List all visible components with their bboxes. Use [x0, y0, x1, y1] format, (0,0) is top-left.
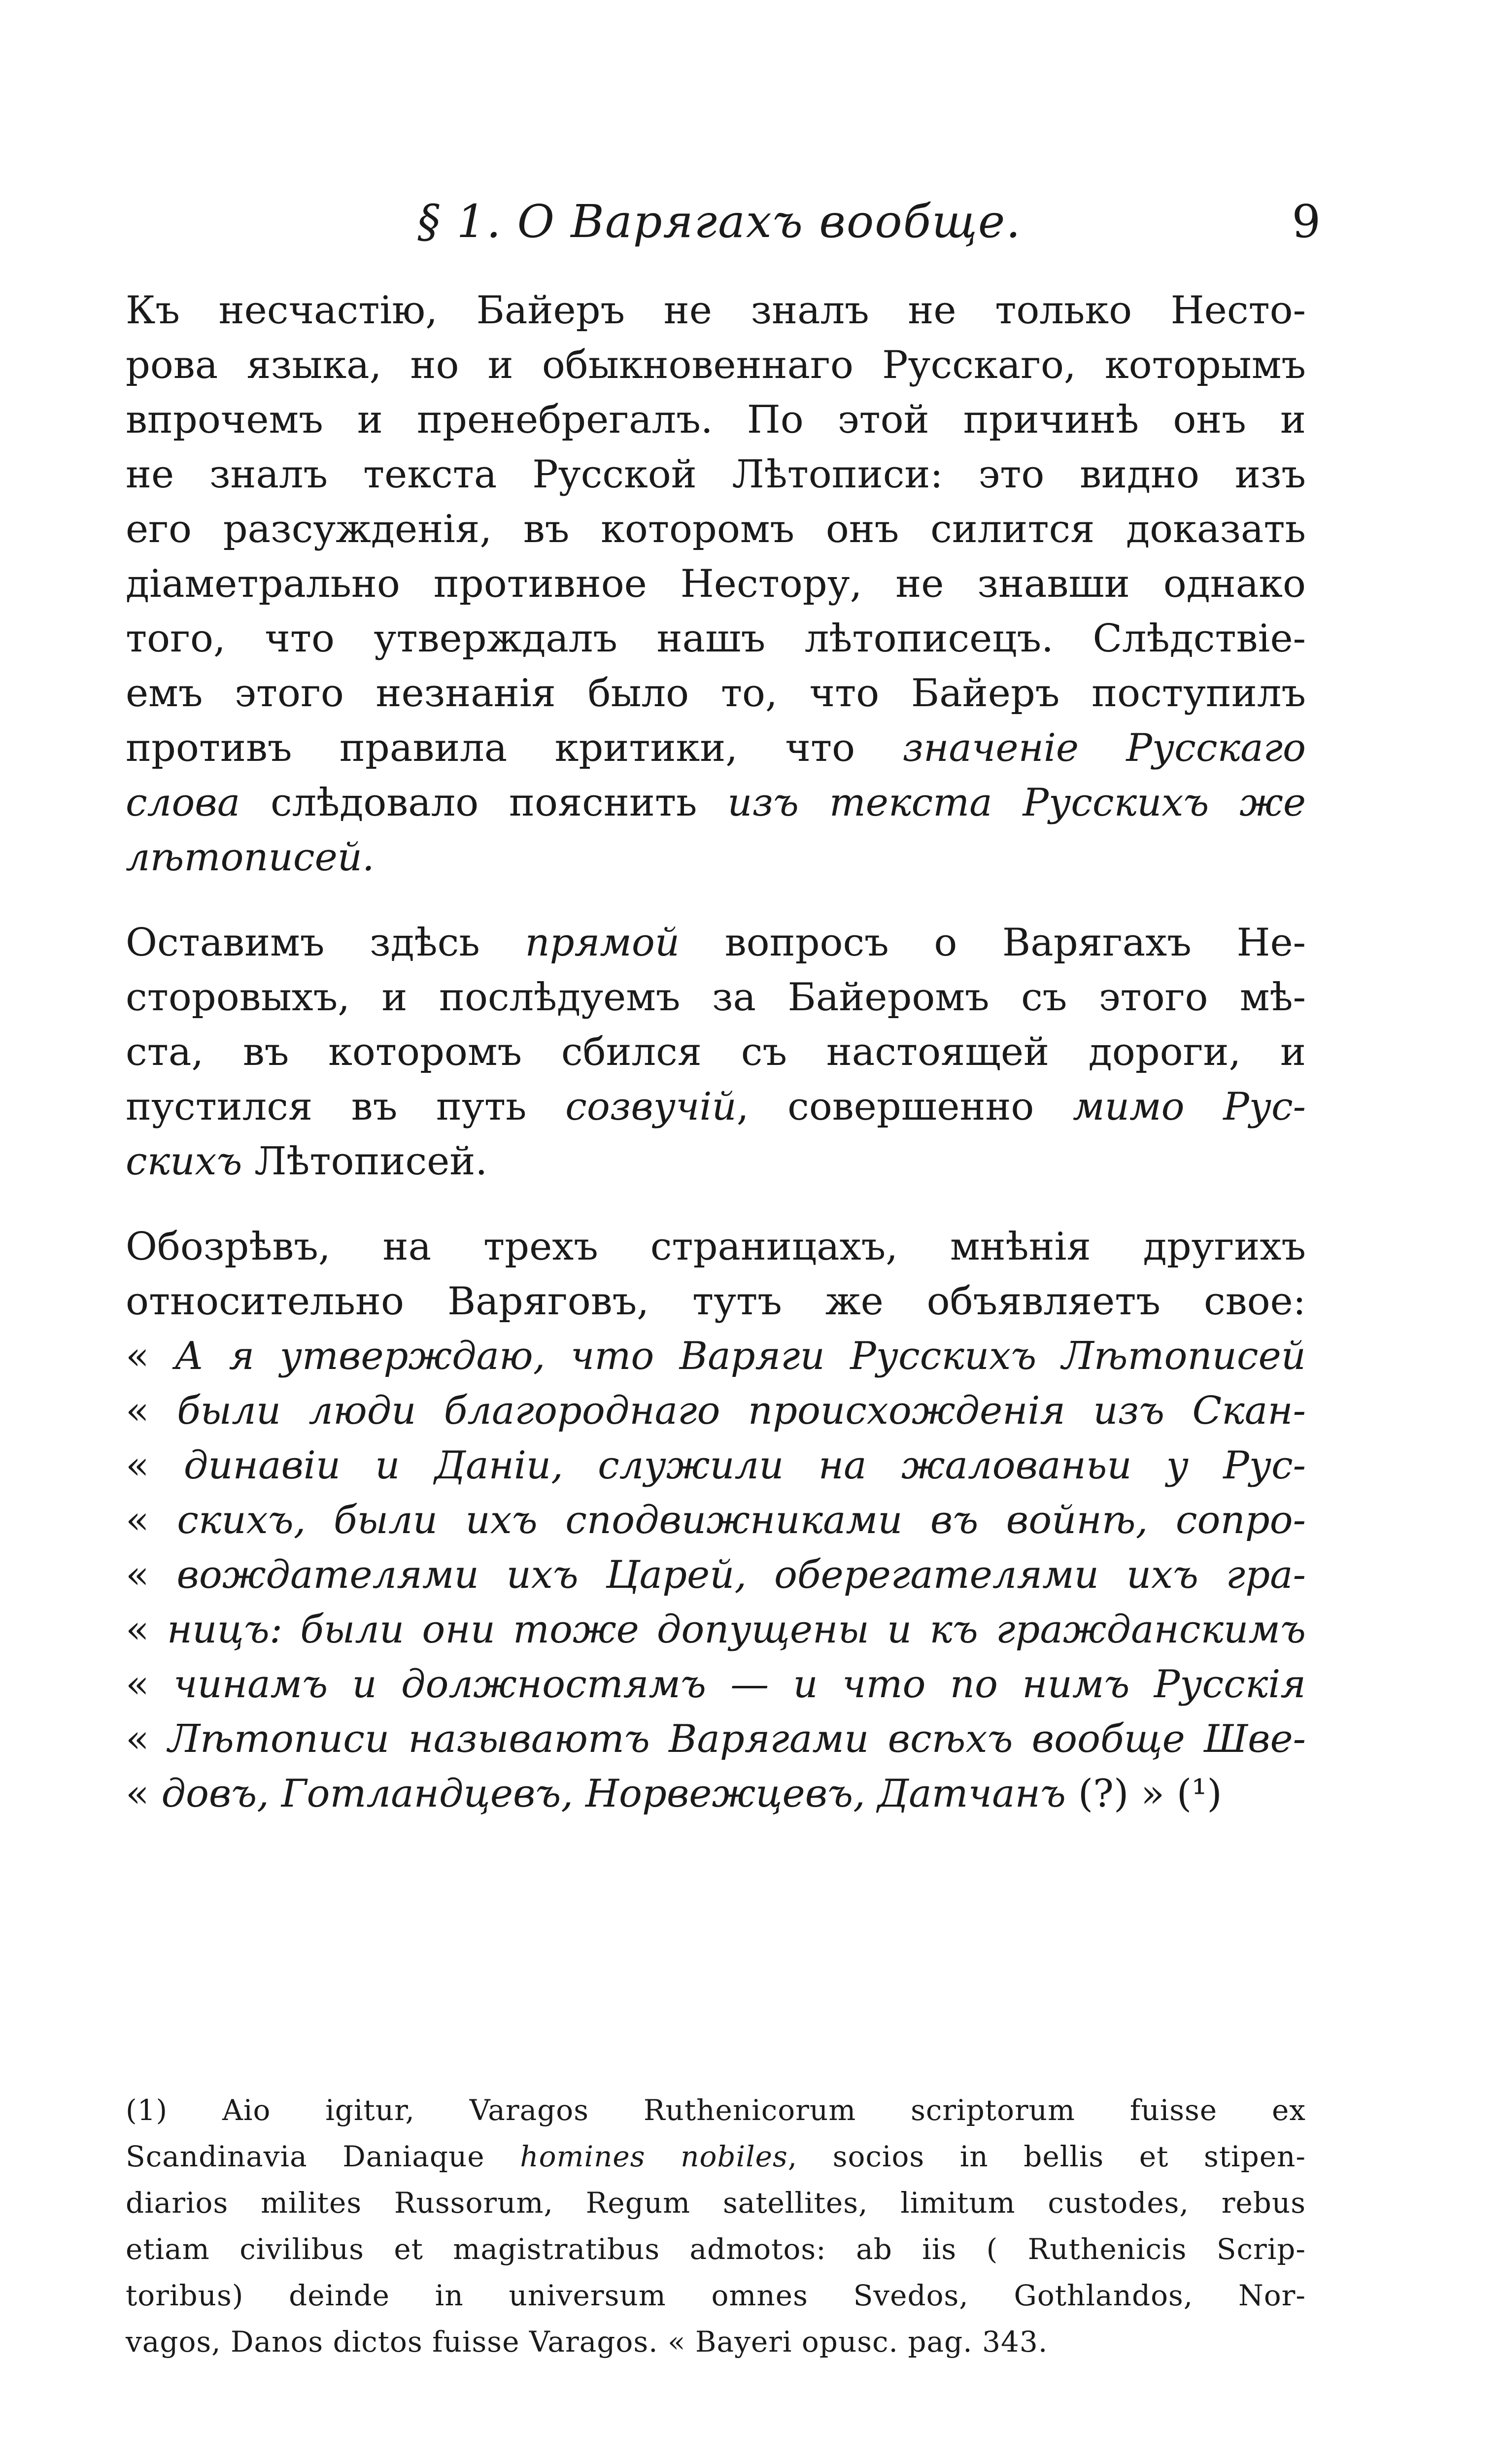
text-run: « — [126, 1443, 184, 1488]
text-run: того, что утверждалъ нашъ лѣтописецъ. Слѣдствіе- — [126, 616, 1306, 661]
text-line — [126, 2226, 1306, 2272]
italic-text: довъ, Готландцевъ, Норвежцевъ, Датчанъ — [161, 1772, 1066, 1816]
text-run: емъ этого незнанія было то, что Байеръ поступилъ — [126, 671, 1306, 716]
paragraph — [126, 283, 1306, 885]
text-line — [126, 557, 1306, 612]
italic-text: динавіи и Даніи, служили на жалованьи у Рус- — [183, 1443, 1306, 1488]
text-run: рова языка, но и обыкновеннаго Русскаго, которымъ — [126, 343, 1306, 387]
text-run: противъ правила критики, что — [126, 726, 903, 770]
text-line — [126, 721, 1306, 776]
text-line — [126, 1080, 1306, 1134]
italic-text: чинамъ и должностямъ — и что по нимъ Русскія — [173, 1662, 1306, 1707]
text-line — [126, 447, 1306, 502]
text-line — [126, 1220, 1306, 1274]
text-run: слѣдовало пояснить — [240, 781, 728, 825]
text-run: « — [126, 1553, 177, 1597]
italic-text: созвучій — [565, 1085, 737, 1129]
text-line — [126, 970, 1306, 1025]
italic-text: прямой — [525, 921, 680, 965]
italic-text: были люди благороднаго происхожденія изъ Скан- — [177, 1389, 1306, 1433]
running-head — [118, 187, 1321, 256]
text-run: etiam civilibus et magistratibus admotos: ab iis ( Ruthenicis Scrip- — [126, 2232, 1306, 2266]
paragraph — [126, 916, 1306, 1189]
text-run: « — [126, 1772, 162, 1816]
italic-text: ницъ: были они тоже допущены и къ гражданскимъ — [167, 1608, 1306, 1652]
text-run: пустился въ путь — [126, 1085, 566, 1129]
text-line — [126, 1134, 1306, 1189]
text-line — [126, 612, 1306, 666]
text-run: « — [126, 1498, 177, 1542]
text-run: (1) Aio igitur, Varagos Ruthenicorum scriptorum fuisse ex — [126, 2093, 1306, 2127]
italic-text: лѣтописей. — [126, 835, 375, 880]
text-run: toribus) deinde in universum omnes Svedos, Gothlandos, Nor- — [126, 2279, 1306, 2312]
text-run: діаметрально противное Нестору, не знавши однако — [126, 562, 1306, 606]
italic-text: слова — [126, 781, 240, 825]
text-line — [126, 2133, 1306, 2180]
text-run: впрочемъ и пренебрегалъ. По этой причинѣ онъ и — [126, 398, 1306, 442]
text-run: ста, въ которомъ сбился съ настоящей дороги, и — [126, 1030, 1306, 1074]
text-run: « — [126, 1334, 175, 1378]
text-run: « — [126, 1662, 173, 1707]
text-line — [126, 338, 1306, 393]
text-line — [126, 1274, 1306, 1329]
text-run: не зналъ текста Русской Лѣтописи: это видно изъ — [126, 452, 1306, 497]
text-run: Scandinavia Daniaque — [126, 2140, 520, 2173]
italic-text: скихъ, были ихъ сподвижниками въ войнѣ, сопро- — [177, 1498, 1306, 1542]
text-run: сторовыхъ, и послѣдуемъ за Байеромъ съ этого мѣ- — [126, 975, 1306, 1020]
running-title: § 1. О Варягахъ вообще. — [417, 195, 1022, 248]
text-line — [126, 1384, 1306, 1438]
text-line — [126, 502, 1306, 557]
text-run: , совершенно — [736, 1085, 1073, 1129]
text-run: Оставимъ здѣсь — [126, 921, 525, 965]
text-run: относительно Варяговъ, тутъ же объявляетъ свое: — [126, 1279, 1306, 1324]
text-run: его разсужденія, въ которомъ онъ силится доказать — [126, 507, 1306, 551]
text-run: Лѣтописей. — [242, 1139, 488, 1184]
text-line — [126, 2087, 1306, 2133]
text-run: вопросъ о Варягахъ Не- — [680, 921, 1306, 965]
italic-text: значеніе Русскаго — [902, 726, 1306, 770]
text-run: « — [126, 1608, 167, 1652]
italic-text: вождателями ихъ Царей, оберегателями ихъ гра- — [176, 1553, 1306, 1597]
text-line — [126, 830, 1306, 885]
text-line — [126, 393, 1306, 447]
italic-text: мимо Рус- — [1073, 1085, 1306, 1129]
text-run: Обозрѣвъ, на трехъ страницахъ, мнѣнія другихъ — [126, 1225, 1306, 1269]
italic-text: скихъ — [126, 1139, 242, 1184]
text-run: (?) » (¹) — [1065, 1772, 1222, 1816]
text-line — [126, 2272, 1306, 2319]
text-run: diarios milites Russorum, Regum satellites, limitum custodes, rebus — [126, 2186, 1306, 2220]
text-line — [126, 1493, 1306, 1548]
text-line — [126, 1767, 1306, 1821]
text-run: , socios in bellis et stipen- — [787, 2140, 1306, 2173]
text-line — [126, 776, 1306, 830]
text-line — [126, 666, 1306, 721]
page-number: 9 — [1292, 195, 1321, 248]
text-run: vagos, Danos dictos fuisse Varagos. « Bayeri opusc. pag. 343. — [126, 2325, 1048, 2359]
text-run: « — [126, 1389, 177, 1433]
text-line — [126, 2180, 1306, 2226]
text-line — [126, 1603, 1306, 1657]
text-line — [126, 916, 1306, 970]
text-line — [126, 1657, 1306, 1712]
italic-text: Лѣтописи называютъ Варягами всѣхъ вообще Шве- — [168, 1717, 1306, 1761]
paragraph — [126, 1220, 1306, 1821]
text-line — [126, 1025, 1306, 1080]
italic-text: А я утверждаю, что Варяги Русскихъ Лѣтописей — [174, 1334, 1306, 1378]
text-line — [126, 1329, 1306, 1384]
text-line — [126, 1712, 1306, 1767]
text-run: Къ несчастію, Байеръ не зналъ не только Несто- — [126, 288, 1306, 333]
footnote — [126, 2087, 1306, 2365]
text-line — [126, 283, 1306, 338]
text-line — [126, 1438, 1306, 1493]
text-run: « — [126, 1717, 168, 1761]
body-text — [126, 283, 1306, 1821]
italic-text: homines nobiles — [520, 2140, 788, 2173]
text-line — [126, 2319, 1306, 2365]
text-line — [126, 1548, 1306, 1603]
italic-text: изъ текста Русскихъ же — [727, 781, 1306, 825]
